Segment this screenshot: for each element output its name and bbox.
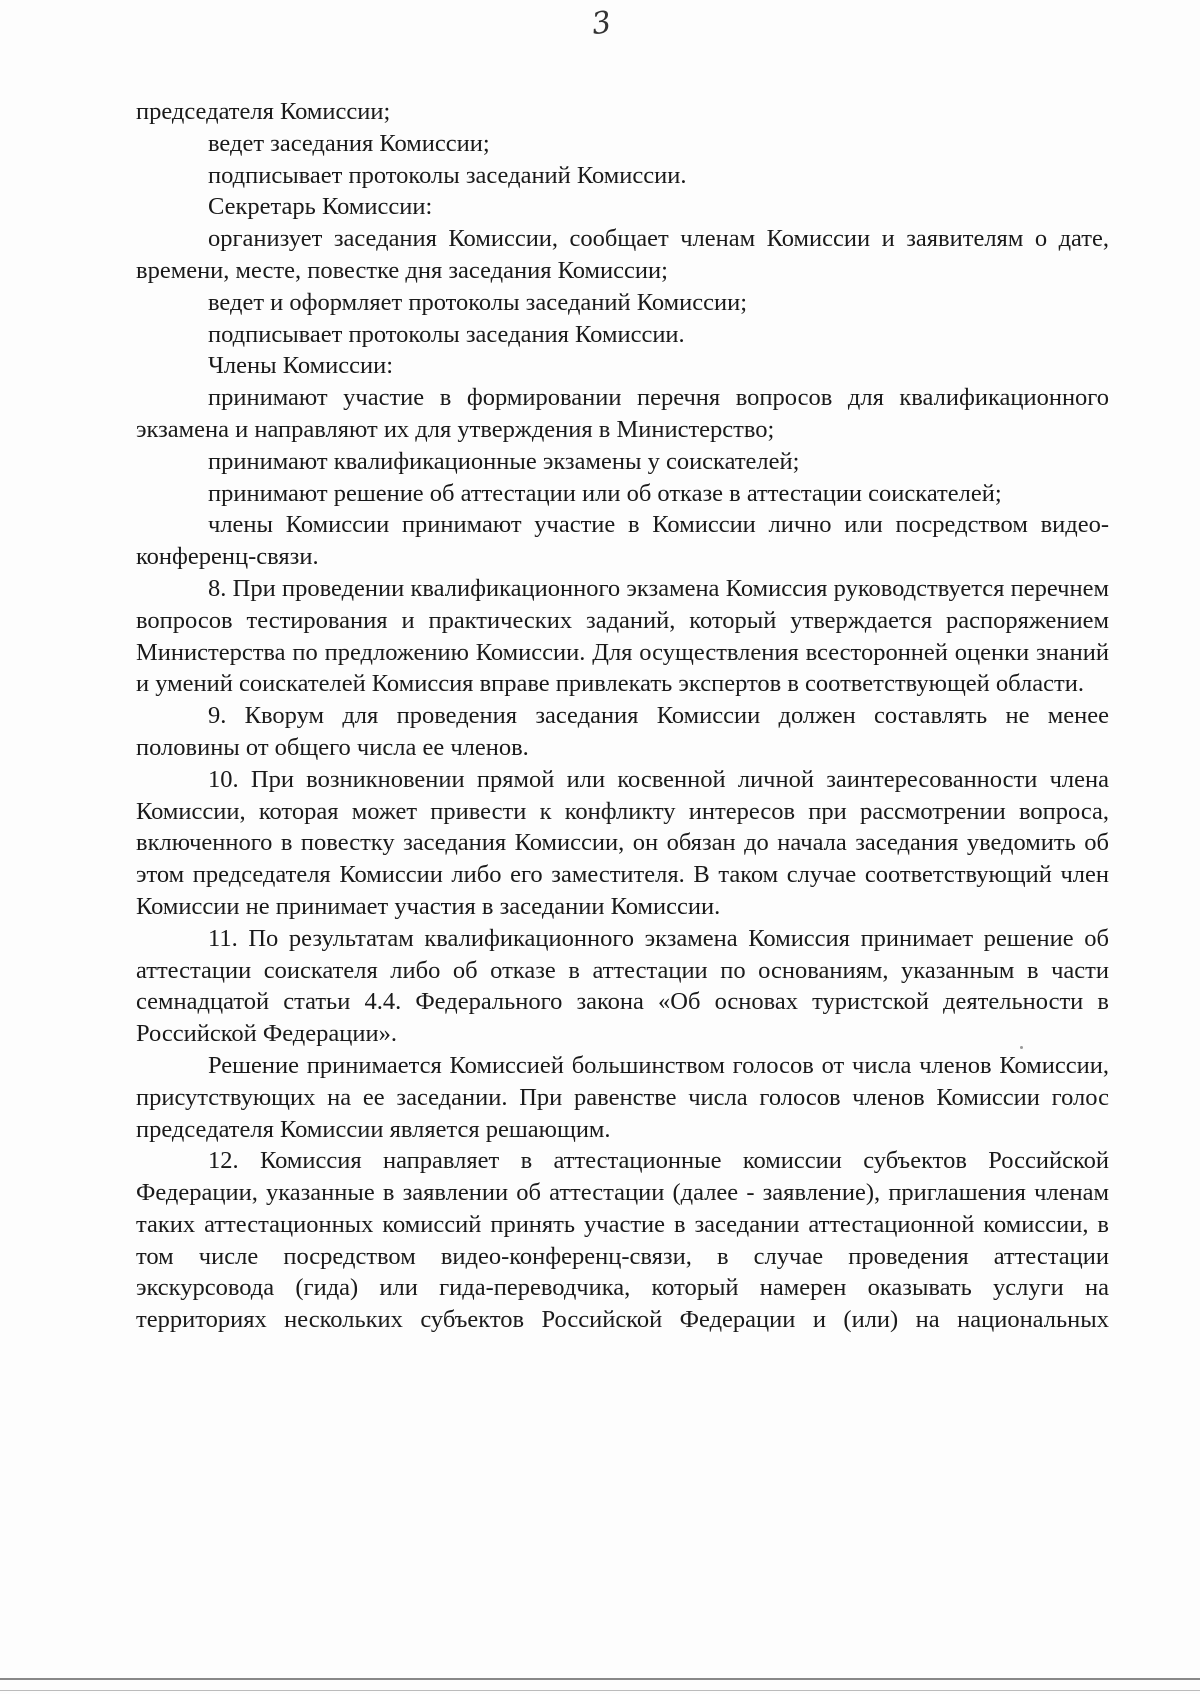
paragraph: принимают участие в формировании перечня вопросов для квалификационного экзамена и направляют их для утверждения в Министерство;: [136, 384, 1109, 443]
paragraph: 12. Комиссия направляет в аттестационные комиссии субъектов Российской Федерации, указанные в заявлении об аттестации (далее - заявление), приглашения членам таких аттестационных комиссий принять участие в заседании аттестационной комиссии, в том числе посредством видео-конференц-связи, в случае проведения аттестации экскурсовода (гида) или гида-переводчика, который намерен оказывать услуги на территориях нескольких субъектов Российской Федерации и (или) на национальных: [136, 1147, 1109, 1334]
paragraph: принимают решение об аттестации или об отказе в аттестации соискателей;: [208, 479, 1002, 507]
paragraph: 11. По результатам квалификационного экзамена Комиссия принимает решение об аттестации соискателя либо об отказе в аттестации по основаниям, указанным в части семнадцатой статьи 4.4. Федерального закона «Об основах туристской деятельности в Российской Федерации».: [136, 924, 1109, 1048]
paragraph: ведет заседания Комиссии;: [208, 129, 490, 157]
paragraph: председателя Комиссии;: [136, 98, 391, 125]
paragraph: 10. При возникновении прямой или косвенной личной заинтересованности члена Комиссии, которая может привести к конфликту интересов при рассмотрении вопроса, включенного в повестку заседания Комиссии, он обязан до начала заседания уведомить об этом председателя Комиссии либо его заместителя. В таком случае соответствующий член Комиссии не принимает участия в заседании Комиссии.: [136, 765, 1109, 920]
paragraph: 8. При проведении квалификационного экзамена Комиссия руководствуется перечнем вопросов тестирования и практических заданий, который утверждается распоряжением Министерства по предложению Комиссии. Для осуществления всесторонней оценки знаний и умений соискателей Комиссия вправе привлекать экспертов в соответствующей области.: [136, 574, 1109, 698]
paragraph: Секретарь Комиссии:: [208, 193, 433, 221]
document-body: [136, 96, 1109, 1336]
paragraph: 9. Кворум для проведения заседания Комиссии должен составлять не менее половины от общего числа ее членов.: [136, 702, 1109, 761]
paragraph: организует заседания Комиссии, сообщает членам Комиссии и заявителям о дате, времени, месте, повестке дня заседания Комиссии;: [136, 225, 1109, 284]
scan-edge-line-lower: [0, 1690, 1200, 1691]
scan-edge-line: [0, 1678, 1200, 1680]
paragraph: ведет и оформляет протоколы заседаний Комиссии;: [208, 288, 748, 316]
scan-speck: [1020, 1046, 1023, 1049]
paragraph: принимают квалификационные экзамены у соискателей;: [208, 447, 800, 475]
page-number: 3: [589, 4, 614, 43]
paragraph: подписывает протоколы заседания Комиссии.: [208, 320, 685, 348]
paragraph: подписывает протоколы заседаний Комиссии.: [208, 161, 687, 189]
paragraph: Решение принимается Комиссией большинством голосов от числа членов Комиссии, присутствующих на ее заседании. При равенстве числа голосов членов Комиссии голос председателя Комиссии является решающим.: [136, 1051, 1109, 1143]
paragraph: Члены Комиссии:: [208, 352, 394, 380]
paragraph: члены Комиссии принимают участие в Комиссии лично или посредством видео-конференц-связи.: [136, 511, 1109, 571]
